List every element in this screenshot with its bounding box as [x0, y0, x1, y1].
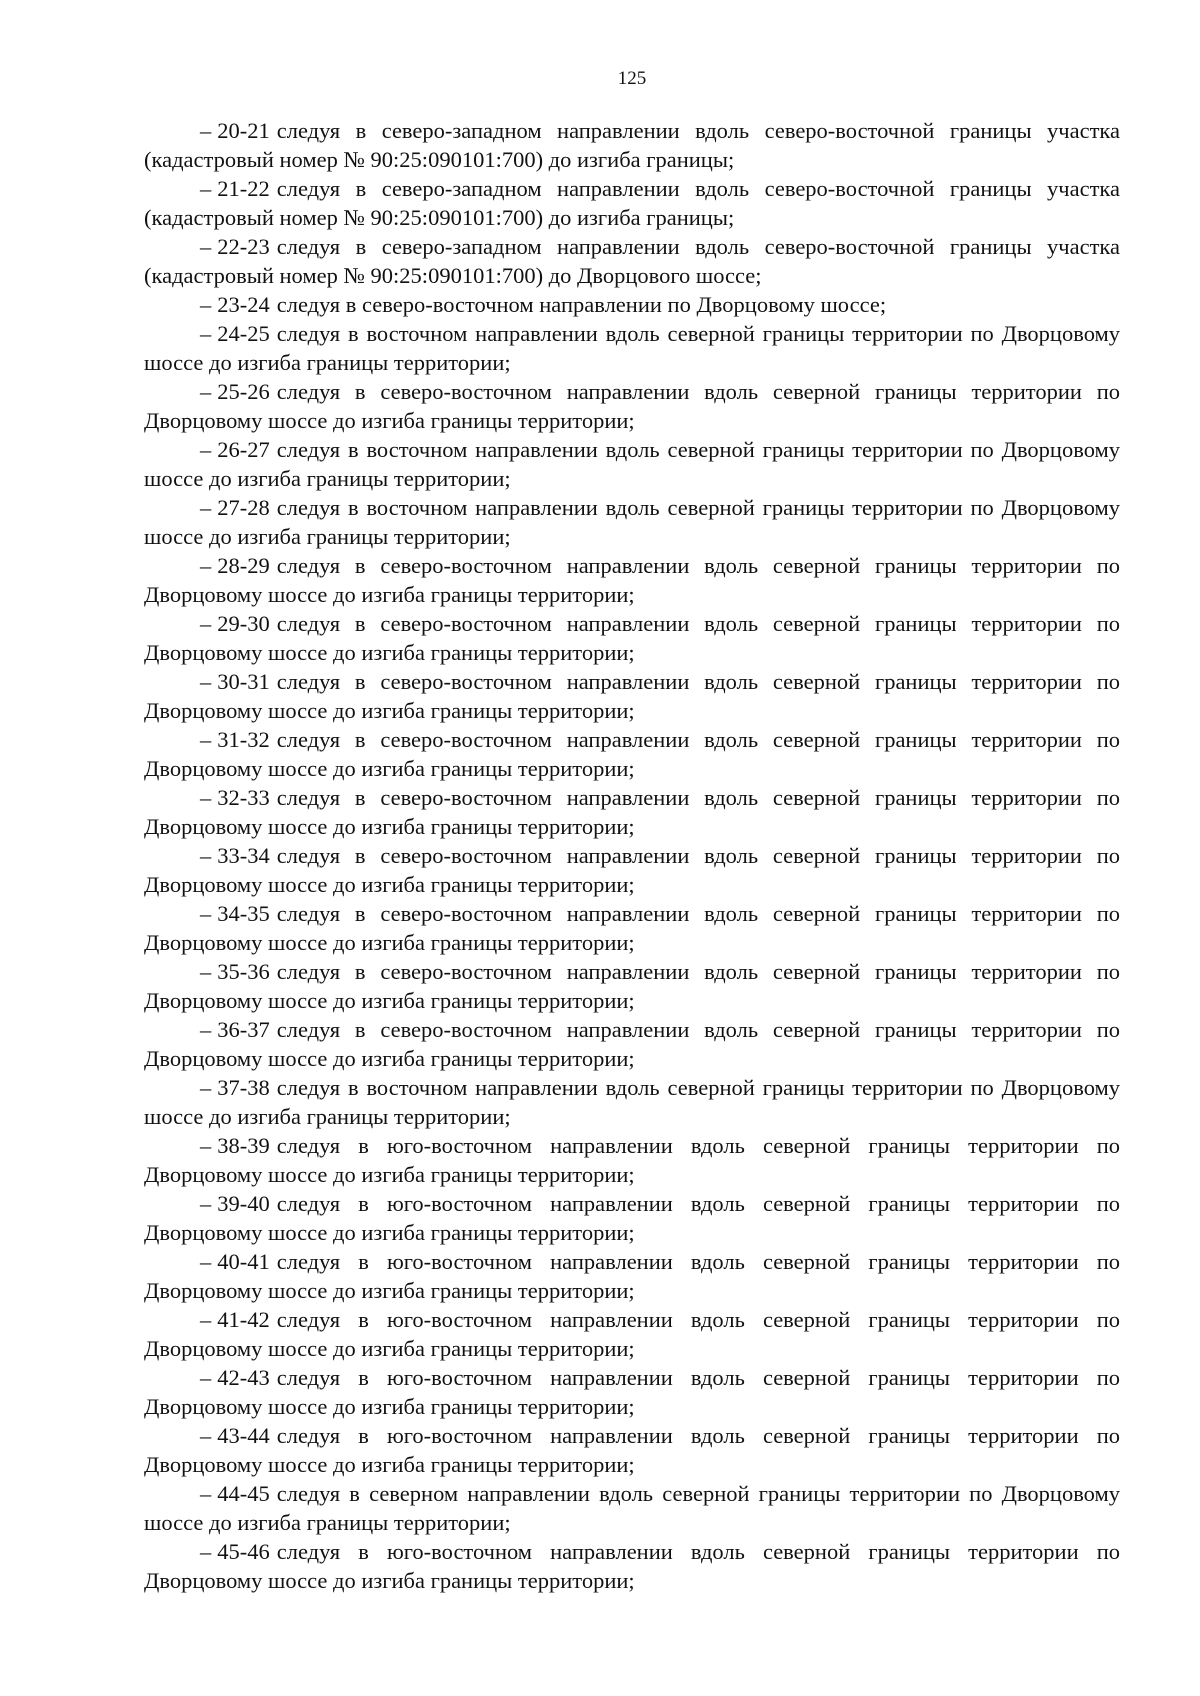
boundary-segment-item [144, 174, 1120, 232]
segment-range: 26-27 [217, 437, 270, 462]
segment-range: 37-38 [217, 1075, 270, 1100]
boundary-segment-item [144, 899, 1120, 957]
boundary-segment-item [144, 1479, 1120, 1537]
segment-description: следуя в северо-восточном направлении по Дворцовому шоссе; [276, 292, 887, 317]
list-dash: – [200, 1249, 212, 1274]
segment-range: 29-30 [217, 611, 270, 636]
list-dash: – [200, 1191, 212, 1216]
segment-range: 34-35 [217, 901, 270, 926]
boundary-segment-item [144, 1363, 1120, 1421]
segment-range: 20-21 [217, 118, 270, 143]
list-dash: – [200, 118, 212, 143]
segment-range: 44-45 [217, 1481, 270, 1506]
segment-description: следуя в северо-восточном направлении вдоль северной границы территории по Дворцовому шоссе до изгиба границы территории; [144, 379, 1120, 433]
boundary-segment-item [144, 551, 1120, 609]
boundary-segment-item [144, 725, 1120, 783]
boundary-segment-item [144, 1421, 1120, 1479]
boundary-segment-item [144, 232, 1120, 290]
segment-description: следуя в северо-восточном направлении вдоль северной границы территории по Дворцовому шоссе до изгиба границы территории; [144, 901, 1120, 955]
segment-range: 28-29 [217, 553, 270, 578]
segment-range: 41-42 [217, 1307, 270, 1332]
segment-description: следуя в северо-восточном направлении вдоль северной границы территории по Дворцовому шоссе до изгиба границы территории; [144, 669, 1120, 723]
list-dash: – [200, 437, 212, 462]
list-dash: – [200, 669, 212, 694]
boundary-segment-item [144, 290, 1120, 319]
boundary-description-list [144, 116, 1120, 1595]
boundary-segment-item [144, 1131, 1120, 1189]
segment-range: 21-22 [217, 176, 270, 201]
segment-description: следуя в юго-восточном направлении вдоль северной границы территории по Дворцовому шоссе до изгиба границы территории; [144, 1249, 1120, 1303]
segment-description: следуя в северо-западном направлении вдоль северо-восточной границы участка (кадастровый номер № 90:25:090101:700) до Дворцового шоссе; [144, 234, 1120, 288]
segment-range: 27-28 [217, 495, 270, 520]
boundary-segment-item [144, 1073, 1120, 1131]
segment-description: следуя в северо-восточном направлении вдоль северной границы территории по Дворцовому шоссе до изгиба границы территории; [144, 611, 1120, 665]
list-dash: – [200, 379, 212, 404]
segment-description: следуя в северо-восточном направлении вдоль северной границы территории по Дворцовому шоссе до изгиба границы территории; [144, 1017, 1120, 1071]
segment-description: следуя в северо-восточном направлении вдоль северной границы территории по Дворцовому шоссе до изгиба границы территории; [144, 959, 1120, 1013]
boundary-segment-item [144, 1537, 1120, 1595]
segment-range: 31-32 [217, 727, 270, 752]
list-dash: – [200, 176, 212, 201]
segment-description: следуя в северо-восточном направлении вдоль северной границы территории по Дворцовому шоссе до изгиба границы территории; [144, 553, 1120, 607]
list-dash: – [200, 1075, 212, 1100]
boundary-segment-item [144, 783, 1120, 841]
boundary-segment-item [144, 116, 1120, 174]
segment-range: 43-44 [217, 1423, 270, 1448]
segment-description: следуя в юго-восточном направлении вдоль северной границы территории по Дворцовому шоссе до изгиба границы территории; [144, 1307, 1120, 1361]
list-dash: – [200, 611, 212, 636]
list-dash: – [200, 234, 212, 259]
list-dash: – [200, 321, 212, 346]
segment-description: следуя в юго-восточном направлении вдоль северной границы территории по Дворцовому шоссе до изгиба границы территории; [144, 1539, 1120, 1593]
list-dash: – [200, 495, 212, 520]
segment-range: 39-40 [217, 1191, 270, 1216]
boundary-segment-item [144, 435, 1120, 493]
list-dash: – [200, 1307, 212, 1332]
boundary-segment-item [144, 319, 1120, 377]
list-dash: – [200, 1539, 212, 1564]
segment-description: следуя в юго-восточном направлении вдоль северной границы территории по Дворцовому шоссе до изгиба границы территории; [144, 1133, 1120, 1187]
segment-range: 33-34 [217, 843, 270, 868]
list-dash: – [200, 727, 212, 752]
segment-range: 40-41 [217, 1249, 270, 1274]
list-dash: – [200, 553, 212, 578]
list-dash: – [200, 843, 212, 868]
list-dash: – [200, 1365, 212, 1390]
segment-description: следуя в юго-восточном направлении вдоль северной границы территории по Дворцовому шоссе до изгиба границы территории; [144, 1423, 1120, 1477]
segment-range: 45-46 [217, 1539, 270, 1564]
segment-description: следуя в северо-восточном направлении вдоль северной границы территории по Дворцовому шоссе до изгиба границы территории; [144, 727, 1120, 781]
boundary-segment-item [144, 1247, 1120, 1305]
segment-range: 24-25 [217, 321, 270, 346]
segment-description: следуя в северо-восточном направлении вдоль северной границы территории по Дворцовому шоссе до изгиба границы территории; [144, 843, 1120, 897]
segment-description: следуя в северо-западном направлении вдоль северо-восточной границы участка (кадастровый номер № 90:25:090101:700) до изгиба границы; [144, 118, 1120, 172]
list-dash: – [200, 1481, 212, 1506]
segment-range: 32-33 [217, 785, 270, 810]
page-number: 125 [617, 68, 647, 89]
boundary-segment-item [144, 1305, 1120, 1363]
segment-range: 42-43 [217, 1365, 270, 1390]
segment-description: следуя в юго-восточном направлении вдоль северной границы территории по Дворцовому шоссе до изгиба границы территории; [144, 1365, 1120, 1419]
segment-description: следуя в восточном направлении вдоль северной границы территории по Дворцовому шоссе до изгиба границы территории; [144, 437, 1120, 491]
boundary-segment-item [144, 1189, 1120, 1247]
boundary-segment-item [144, 667, 1120, 725]
segment-description: следуя в северо-восточном направлении вдоль северной границы территории по Дворцовому шоссе до изгиба границы территории; [144, 785, 1120, 839]
list-dash: – [200, 1017, 212, 1042]
segment-range: 22-23 [217, 234, 270, 259]
segment-range: 30-31 [217, 669, 270, 694]
segment-range: 23-24 [217, 292, 270, 317]
boundary-segment-item [144, 957, 1120, 1015]
boundary-segment-item [144, 1015, 1120, 1073]
list-dash: – [200, 1423, 212, 1448]
boundary-segment-item [144, 493, 1120, 551]
segment-description: следуя в восточном направлении вдоль северной границы территории по Дворцовому шоссе до изгиба границы территории; [144, 495, 1120, 549]
list-dash: – [200, 292, 212, 317]
segment-description: следуя в восточном направлении вдоль северной границы территории по Дворцовому шоссе до изгиба границы территории; [144, 1075, 1120, 1129]
list-dash: – [200, 1133, 212, 1158]
boundary-segment-item [144, 841, 1120, 899]
list-dash: – [200, 959, 212, 984]
segment-range: 36-37 [217, 1017, 270, 1042]
segment-description: следуя в юго-восточном направлении вдоль северной границы территории по Дворцовому шоссе до изгиба границы территории; [144, 1191, 1120, 1245]
document-page [144, 66, 1120, 1595]
segment-description: следуя в северном направлении вдоль северной границы территории по Дворцовому шоссе до изгиба границы территории; [144, 1481, 1120, 1535]
boundary-segment-item [144, 609, 1120, 667]
list-dash: – [200, 901, 212, 926]
segment-range: 25-26 [217, 379, 270, 404]
list-dash: – [200, 785, 212, 810]
segment-description: следуя в восточном направлении вдоль северной границы территории по Дворцовому шоссе до изгиба границы территории; [144, 321, 1120, 375]
segment-description: следуя в северо-западном направлении вдоль северо-восточной границы участка (кадастровый номер № 90:25:090101:700) до изгиба границы; [144, 176, 1120, 230]
segment-range: 38-39 [217, 1133, 270, 1158]
boundary-segment-item [144, 377, 1120, 435]
segment-range: 35-36 [217, 959, 270, 984]
